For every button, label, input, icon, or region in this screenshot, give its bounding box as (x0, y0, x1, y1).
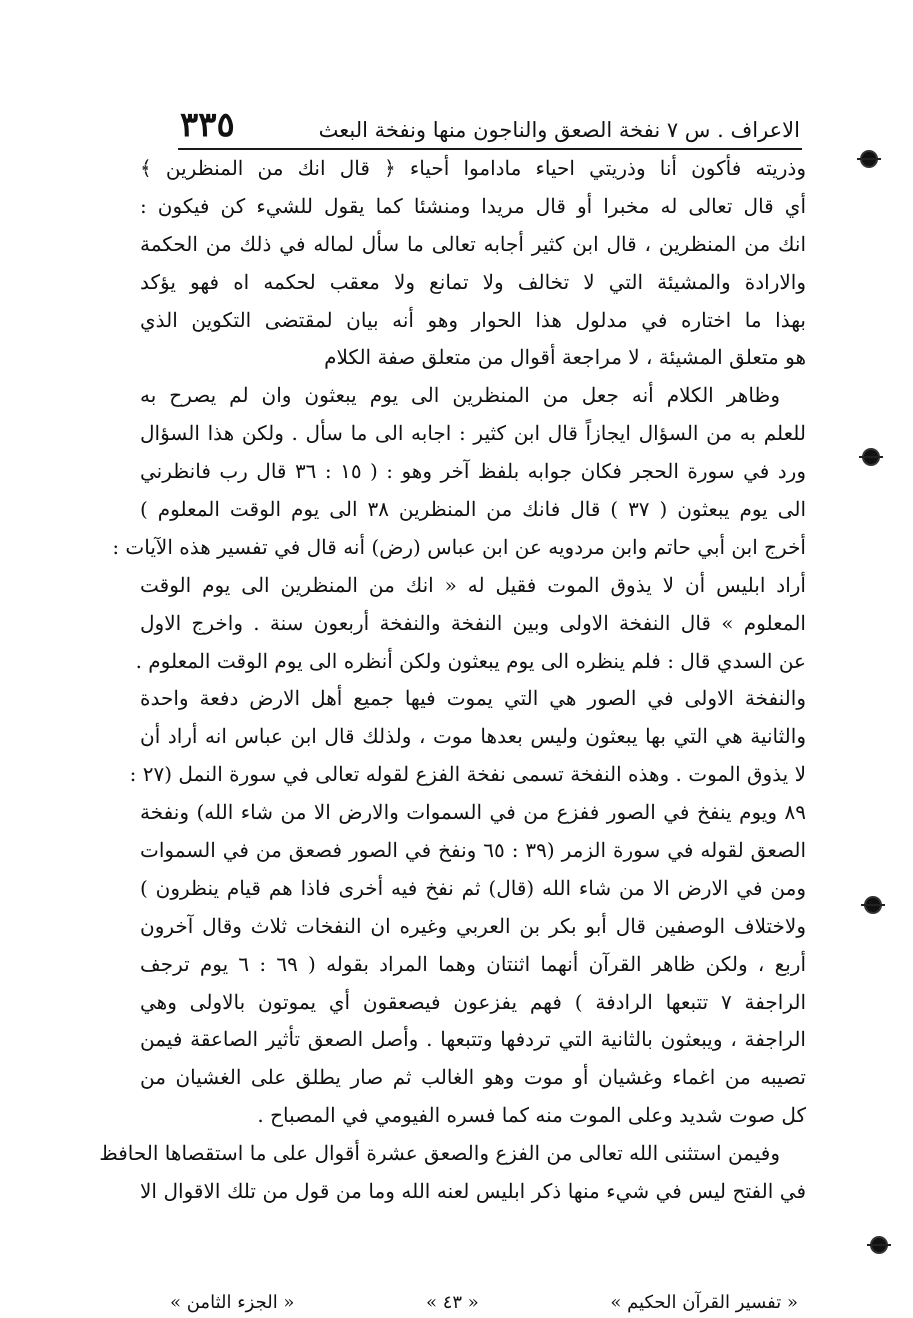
text-line: عن السدي قال : فلم ينظره الى يوم يبعثون ولكن أنظره الى يوم الوقت المعلوم . (135, 648, 806, 673)
text-line: انك من المنظرين ، قال ابن كثير أجابه تعالى ما سأل لماله في ذلك من الحكمة (140, 231, 806, 256)
text-line: أخرج ابن أبي حاتم وابن مردويه عن ابن عباس (رض) أنه قال في تفسير هذه الآيات : (112, 534, 806, 559)
text-line: الى يوم يبعثون ( ٣٧ ) قال فانك من المنظرين ٣٨ الى يوم الوقت المعلوم ) (140, 497, 806, 522)
text-line: في الفتح ليس في شيء منها ذكر ابليس لعنه الله وما من قول من تلك الاقوال الا (140, 1179, 806, 1204)
text-line: ولاختلاف الوصفين قال أبو بكر بن العربي وغيره ان النفخات ثلاث وقال آخرون (140, 913, 806, 938)
text-line: الراجفة ٧ تتبعها الرادفة ) فهم يفزعون فيصعقون أي يموتون بالاولى وهي (140, 989, 807, 1014)
text-line: تصيبه من اغماء وغشيان أو موت وهو الغالب ثم صار يطلق على الغشيان من (140, 1065, 806, 1090)
punch-hole-mark (866, 898, 880, 912)
page-footer (170, 1286, 798, 1318)
footer-part: « الجزء الثامن » (170, 1291, 295, 1313)
page-header (180, 98, 800, 145)
text-line: للعلم به من السؤال ايجازاً قال ابن كثير : اجابه الى ما سأل . ولكن هذا السؤال (140, 421, 806, 446)
punch-hole-mark (864, 450, 878, 464)
text-line: ورد في سورة الحجر فكان جوابه بلفظ آخر وهو : ( ١٥ : ٣٦ قال رب فانظرني (140, 459, 806, 484)
text-line: الصعق لقوله في سورة الزمر (٣٩ : ٦٥ ونفخ في الصور فصعق من في السموات (140, 838, 807, 863)
text-line: والنفخة الاولى في الصور هي التي يموت فيها جميع أهل الارض دفعة واحدة (140, 686, 806, 711)
page-number: ٣٣٥ (180, 105, 235, 145)
text-line: بهذا ما اختاره في مدلول هذا الحوار وهو أنه بيان لمقتضى التكوين الذي (140, 307, 806, 332)
footer-book-title: « تفسير القرآن الحكيم » (610, 1291, 798, 1313)
punch-hole-mark (862, 152, 876, 166)
text-line: المعلوم » قال النفخة الاولى وبين النفخة والنفخة أربعون سنة . واخرج الاول (140, 610, 806, 635)
text-line: والثانية هي التي بها يبعثون وليس بعدها موت ، ولذلك قال ابن عباس انه أراد أن (140, 724, 806, 749)
footer-number: « ٤٣ » (425, 1291, 479, 1313)
text-line: أراد ابليس أن لا يذوق الموت فقيل له « انك من المنظرين الى يوم الوقت (140, 572, 806, 597)
text-line: ٨٩ ويوم ينفخ في الصور ففزع من في السموات والارض الا من شاء الله) ونفخة (140, 800, 806, 825)
text-line: وفيمن استثنى الله تعالى من الفزع والصعق عشرة أقوال على ما استقصاها الحافظ (99, 1141, 780, 1166)
text-line: لا يذوق الموت . وهذه النفخة تسمى نفخة الفزع لقوله تعالى في سورة النمل (٢٧ : (129, 762, 806, 787)
body-text (99, 150, 807, 1211)
text-line: والارادة والمشيئة التي لا تخالف ولا تمانع ولا معقب لحكمه اه فهو يؤكد (140, 269, 806, 294)
text-line: ومن في الارض الا من شاء الله (قال) ثم نفخ فيه أخرى فاذا هم قيام ينظرون ) (140, 875, 806, 900)
text-line: أي قال تعالى له مخبرا أو قال مريدا ومنشئا كما يقول للشيء كن فيكون : (140, 193, 806, 218)
text-line: هو متعلق المشيئة ، لا مراجعة أقوال من متعلق صفة الكلام (324, 345, 806, 370)
text-line: وذريته فأكون أنا وذريتي احياء ماداموا أحياء ﴿ قال انك من المنظرين ﴾ (140, 156, 806, 180)
text-line: كل صوت شديد وعلى الموت منه كما فسره الفيومي في المصباح . (257, 1103, 806, 1128)
text-line: الراجفة ، ويبعثون بالثانية التي تردفها وتتبعها . وأصل الصعق تأثير الصاعقة فيمن (140, 1027, 806, 1052)
text-line: أربع ، ولكن ظاهر القرآن أنهما اثنتان وهما المراد بقوله ( ٦٩ : ٦ يوم ترجف (140, 951, 807, 976)
text-line: وظاهر الكلام أنه جعل من المنظرين الى يوم يبعثون وان لم يصرح به (140, 383, 780, 408)
header-title: الاعراف . س ٧ نفخة الصعق والناجون منها ونفخة البعث (318, 118, 800, 142)
punch-hole-mark (872, 1238, 886, 1252)
